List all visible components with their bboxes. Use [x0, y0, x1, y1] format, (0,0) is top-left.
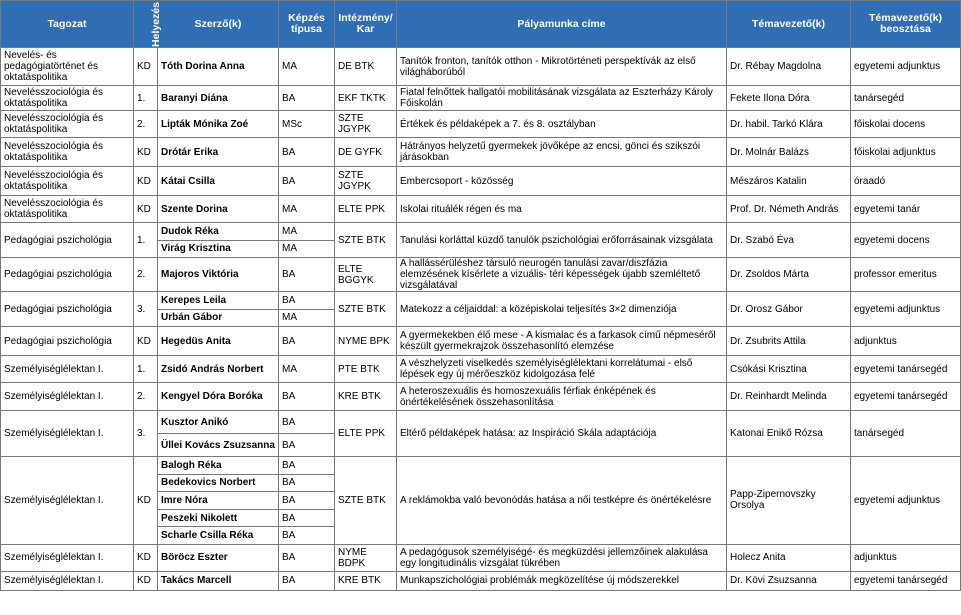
- cell-beosztas: főiskolai docens: [851, 111, 961, 138]
- cell-helyezes: KD: [134, 457, 158, 545]
- cell-tagozat: Nevelésszociológia és oktatáspolitika: [1, 196, 134, 223]
- cell-intezmeny: NYME BDPK: [335, 544, 397, 571]
- cell-kepzes: BA: [279, 544, 335, 571]
- cell-kepzes: MA: [279, 196, 335, 223]
- cell-szerzo: Takács Marcell: [158, 571, 279, 590]
- cell-cim: Értékek és példaképek a 7. és 8. osztályban: [397, 111, 727, 138]
- cell-kepzes: BA: [279, 86, 335, 111]
- cell-kepzes: BA: [279, 492, 335, 510]
- cell-temavezeto: Prof. Dr. Németh András: [727, 196, 851, 223]
- header-helyezes: Helyezés: [134, 1, 158, 48]
- cell-tagozat: Személyiséglélektan I.: [1, 411, 134, 457]
- cell-szerzo: Urbán Gábor: [158, 309, 279, 327]
- header-temavezeto-beosztasa: Témavezető(k) beosztása: [851, 1, 961, 48]
- cell-helyezes: KD: [134, 544, 158, 571]
- cell-kepzes: BA: [279, 292, 335, 310]
- cell-helyezes: KD: [134, 48, 158, 86]
- cell-tagozat: Nevelésszociológia és oktatáspolitika: [1, 111, 134, 138]
- cell-temavezeto: Csókási Krisztina: [727, 356, 851, 383]
- cell-tagozat: Pedagógiai pszichológia: [1, 292, 134, 327]
- table-row: [1, 48, 961, 86]
- header-temavezeto: Témavezető(k): [727, 1, 851, 48]
- cell-intezmeny: SZTE BTK: [335, 457, 397, 545]
- cell-tagozat: Pedagógiai pszichológia: [1, 258, 134, 292]
- cell-szerzo: Böröcz Eszter: [158, 544, 279, 571]
- cell-szerzo: Peszeki Nikolett: [158, 509, 279, 527]
- cell-beosztas: tanársegéd: [851, 86, 961, 111]
- cell-tagozat: Pedagógiai pszichológia: [1, 223, 134, 258]
- table-row: [1, 327, 961, 356]
- cell-beosztas: tanársegéd: [851, 411, 961, 457]
- cell-intezmeny: PTE BTK: [335, 356, 397, 383]
- cell-beosztas: egyetemi adjunktus: [851, 48, 961, 86]
- cell-cim: Eltérő példaképek hatása: az Inspiráció Skála adaptációja: [397, 411, 727, 457]
- cell-szerzo: Zsidó András Norbert: [158, 356, 279, 383]
- header-kepzes-tipusa: Képzés típusa: [279, 1, 335, 48]
- cell-temavezeto: Dr. Orosz Gábor: [727, 292, 851, 327]
- cell-kepzes: MSc: [279, 111, 335, 138]
- cell-beosztas: professor emeritus: [851, 258, 961, 292]
- cell-szerzo: Tóth Dorina Anna: [158, 48, 279, 86]
- cell-temavezeto: Mészáros Katalin: [727, 167, 851, 196]
- cell-helyezes: 3.: [134, 292, 158, 327]
- cell-tagozat: Személyiséglélektan I.: [1, 544, 134, 571]
- cell-tagozat: Személyiséglélektan I.: [1, 356, 134, 383]
- cell-temavezeto: Dr. Molnár Balázs: [727, 138, 851, 167]
- cell-temavezeto: Dr. Reinhardt Melinda: [727, 383, 851, 411]
- cell-kepzes: MA: [279, 223, 335, 241]
- cell-kepzes: BA: [279, 327, 335, 356]
- cell-helyezes: 1.: [134, 86, 158, 111]
- cell-temavezeto: Katonai Enikő Rózsa: [727, 411, 851, 457]
- cell-cim: Tanulási korláttal küzdő tanulók pszichológiai erőforrásainak vizsgálata: [397, 223, 727, 258]
- cell-intezmeny: ELTE PPK: [335, 411, 397, 457]
- cell-intezmeny: KRE BTK: [335, 383, 397, 411]
- cell-intezmeny: KRE BTK: [335, 571, 397, 590]
- header-row: [1, 1, 961, 48]
- cell-szerzo: Imre Nóra: [158, 492, 279, 510]
- table-row: [1, 196, 961, 223]
- cell-helyezes: KD: [134, 196, 158, 223]
- cell-cim: A vészhelyzeti viselkedés személyiséglélektani korrelátumai - első lépések egy új mérőeszköz kidolgozása felé: [397, 356, 727, 383]
- cell-intezmeny: SZTE JGYPK: [335, 167, 397, 196]
- cell-helyezes: KD: [134, 167, 158, 196]
- cell-beosztas: egyetemi tanársegéd: [851, 383, 961, 411]
- cell-beosztas: egyetemi tanársegéd: [851, 356, 961, 383]
- table-row: [1, 383, 961, 411]
- cell-helyezes: 2.: [134, 258, 158, 292]
- table-row: [1, 86, 961, 111]
- table-row: [1, 544, 961, 571]
- cell-tagozat: Személyiséglélektan I.: [1, 383, 134, 411]
- cell-helyezes: 3.: [134, 411, 158, 457]
- cell-cim: Embercsoport - közösség: [397, 167, 727, 196]
- cell-kepzes: MA: [279, 240, 335, 258]
- cell-kepzes: BA: [279, 258, 335, 292]
- table-row: [1, 258, 961, 292]
- cell-helyezes: 2.: [134, 383, 158, 411]
- cell-cim: A heteroszexuális és homoszexuális férfiak énképének és önértékelésének összehasonlítása: [397, 383, 727, 411]
- cell-kepzes: MA: [279, 48, 335, 86]
- cell-szerzo: Hegedüs Anita: [158, 327, 279, 356]
- cell-kepzes: BA: [279, 411, 335, 434]
- cell-temavezeto: Fekete Ilona Dóra: [727, 86, 851, 111]
- table-row: [1, 167, 961, 196]
- header-szerzo: Szerző(k): [158, 1, 279, 48]
- cell-tagozat: Személyiséglélektan I.: [1, 457, 134, 545]
- cell-szerzo: Üllei Kovács Zsuzsanna: [158, 434, 279, 457]
- cell-temavezeto: Papp-Zipernovszky Orsolya: [727, 457, 851, 545]
- cell-kepzes: BA: [279, 509, 335, 527]
- table-row: [1, 138, 961, 167]
- table-body: [1, 48, 961, 591]
- cell-szerzo: Baranyi Diána: [158, 86, 279, 111]
- cell-cim: Matekozz a céljaiddal: a középiskolai teljesítés 3×2 dimenziója: [397, 292, 727, 327]
- cell-beosztas: egyetemi tanár: [851, 196, 961, 223]
- table-row: [1, 356, 961, 383]
- cell-helyezes: 2.: [134, 111, 158, 138]
- cell-szerzo: Virág Krisztina: [158, 240, 279, 258]
- cell-tagozat: Pedagógiai pszichológia: [1, 327, 134, 356]
- cell-cim: A gyermekekben élő mese - A kismalac és a farkasok című népmeséről készült gyermekrajzok összehasonlító elemzése: [397, 327, 727, 356]
- cell-szerzo: Szente Dorina: [158, 196, 279, 223]
- cell-kepzes: BA: [279, 167, 335, 196]
- cell-szerzo: Kengyel Dóra Boróka: [158, 383, 279, 411]
- cell-tagozat: Nevelésszociológia és oktatáspolitika: [1, 138, 134, 167]
- cell-helyezes: KD: [134, 138, 158, 167]
- cell-beosztas: egyetemi adjunktus: [851, 457, 961, 545]
- cell-beosztas: főiskolai adjunktus: [851, 138, 961, 167]
- cell-beosztas: egyetemi tanársegéd: [851, 571, 961, 590]
- cell-szerzo: Drótár Erika: [158, 138, 279, 167]
- cell-beosztas: egyetemi docens: [851, 223, 961, 258]
- cell-helyezes: KD: [134, 571, 158, 590]
- cell-kepzes: BA: [279, 457, 335, 475]
- cell-szerzo: Kusztor Anikó: [158, 411, 279, 434]
- cell-cim: Hátrányos helyzetű gyermekek jövőképe az encsi, gönci és szikszói járásokban: [397, 138, 727, 167]
- cell-cim: A hallássérüléshez társuló neurogén tanulási zavar/diszfázia elemzésének kísérlete a vizuális- téri képességek újabb szemléltető vizsgálatával: [397, 258, 727, 292]
- cell-temavezeto: Holecz Anita: [727, 544, 851, 571]
- cell-kepzes: BA: [279, 383, 335, 411]
- cell-beosztas: óraadó: [851, 167, 961, 196]
- cell-intezmeny: EKF TKTK: [335, 86, 397, 111]
- cell-cim: A reklámokba való bevonódás hatása a női testképre és önértékelésre: [397, 457, 727, 545]
- cell-tagozat: Nevelés- és pedagógiatörténet és oktatáspolitika: [1, 48, 134, 86]
- cell-temavezeto: Dr. habil. Tarkó Klára: [727, 111, 851, 138]
- cell-kepzes: MA: [279, 309, 335, 327]
- cell-intezmeny: ELTE BGGYK: [335, 258, 397, 292]
- cell-szerzo: Balogh Réka: [158, 457, 279, 475]
- cell-temavezeto: Dr. Kövi Zsuzsanna: [727, 571, 851, 590]
- cell-tagozat: Nevelésszociológia és oktatáspolitika: [1, 167, 134, 196]
- cell-tagozat: Személyiséglélektan I.: [1, 571, 134, 590]
- cell-szerzo: Bedekovics Norbert: [158, 474, 279, 492]
- cell-tagozat: Nevelésszociológia és oktatáspolitika: [1, 86, 134, 111]
- cell-temavezeto: Dr. Szabó Éva: [727, 223, 851, 258]
- cell-kepzes: BA: [279, 474, 335, 492]
- table-row: [1, 457, 961, 475]
- cell-helyezes: KD: [134, 327, 158, 356]
- cell-kepzes: BA: [279, 138, 335, 167]
- cell-intezmeny: SZTE BTK: [335, 223, 397, 258]
- header-tagozat: Tagozat: [1, 1, 134, 48]
- cell-szerzo: Scharle Csilla Réka: [158, 527, 279, 545]
- cell-helyezes: 1.: [134, 223, 158, 258]
- cell-kepzes: BA: [279, 571, 335, 590]
- cell-cim: Munkapszichológiai problémák megközelítése új módszerekkel: [397, 571, 727, 590]
- cell-intezmeny: SZTE JGYPK: [335, 111, 397, 138]
- cell-szerzo: Majoros Viktória: [158, 258, 279, 292]
- cell-kepzes: MA: [279, 356, 335, 383]
- table-row: [1, 292, 961, 310]
- cell-szerzo: Kerepes Leila: [158, 292, 279, 310]
- cell-helyezes: 1.: [134, 356, 158, 383]
- cell-beosztas: adjunktus: [851, 544, 961, 571]
- cell-cim: Tanítók fronton, tanítók otthon - Mikrotörténeti perspektívák az első világháborúból: [397, 48, 727, 86]
- cell-temavezeto: Dr. Zsoldos Márta: [727, 258, 851, 292]
- cell-cim: A pedagógusok személyiségé- és megküzdési jellemzőinek alakulása egy longitudinális vizsgálat tükrében: [397, 544, 727, 571]
- table-row: [1, 111, 961, 138]
- table-row: [1, 571, 961, 590]
- cell-cim: Fiatal felnőttek hallgatói mobilitásának vizsgálata az Eszterházy Károly Főiskolán: [397, 86, 727, 111]
- cell-szerzo: Dudok Réka: [158, 223, 279, 241]
- cell-intezmeny: SZTE BTK: [335, 292, 397, 327]
- cell-szerzo: Kátai Csilla: [158, 167, 279, 196]
- cell-kepzes: BA: [279, 434, 335, 457]
- cell-temavezeto: Dr. Zsubrits Attila: [727, 327, 851, 356]
- table-row: [1, 223, 961, 241]
- header-intezmeny-kar: Intézmény/ Kar: [335, 1, 397, 48]
- cell-szerzo: Lipták Mónika Zoé: [158, 111, 279, 138]
- cell-beosztas: adjunktus: [851, 327, 961, 356]
- cell-kepzes: BA: [279, 527, 335, 545]
- cell-intezmeny: DE GYFK: [335, 138, 397, 167]
- table-row: [1, 411, 961, 434]
- cell-intezmeny: DE BTK: [335, 48, 397, 86]
- header-palyamunka-cime: Pályamunka címe: [397, 1, 727, 48]
- cell-cim: Iskolai rituálék régen és ma: [397, 196, 727, 223]
- cell-temavezeto: Dr. Rébay Magdolna: [727, 48, 851, 86]
- cell-beosztas: egyetemi adjunktus: [851, 292, 961, 327]
- cell-intezmeny: NYME BPK: [335, 327, 397, 356]
- cell-intezmeny: ELTE PPK: [335, 196, 397, 223]
